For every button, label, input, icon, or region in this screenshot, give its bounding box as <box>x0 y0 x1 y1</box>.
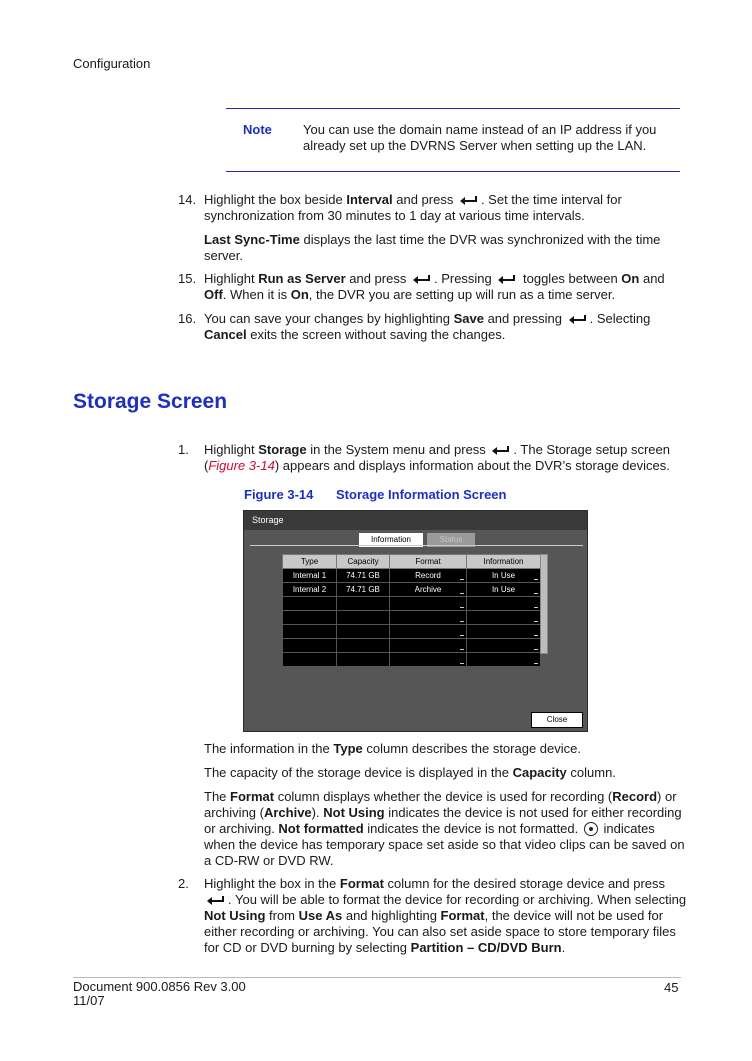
figure-link[interactable]: Figure 3-14 <box>208 458 275 473</box>
table-row <box>283 597 541 611</box>
table-row: Internal 1 74.71 GB Record In Use <box>283 569 541 583</box>
format-dropdown[interactable]: Archive <box>390 583 467 597</box>
screen-title: Storage <box>244 511 587 530</box>
table-row <box>283 653 541 667</box>
page-number: 45 <box>664 980 679 995</box>
close-button[interactable]: Close <box>531 712 583 728</box>
format-dropdown[interactable]: Record <box>390 569 467 583</box>
column-header-information: Information <box>467 555 541 569</box>
storage-table <box>282 554 541 667</box>
enter-key-icon <box>459 195 479 205</box>
enter-key-icon <box>412 274 432 284</box>
para-type: The information in the Type column describes the storage device. <box>204 741 581 756</box>
screen-tabs <box>244 530 587 546</box>
tab-divider <box>250 545 583 546</box>
enter-key-icon <box>206 895 226 905</box>
footer-doc: Document 900.0856 Rev 3.00 11/07 <box>73 979 246 1008</box>
information-dropdown[interactable]: In Use <box>467 583 541 597</box>
note-text: You can use the domain name instead of an IP address if you already set up the DVRNS Server when setting up the LAN. <box>303 122 657 153</box>
disc-icon <box>584 822 598 836</box>
table-row <box>283 639 541 653</box>
enter-key-icon <box>568 314 588 324</box>
step-14: 14. Highlight the box beside Interval and press . Set the time interval for synchronization from 30 minutes to 1 day at various time intervals. <box>178 192 622 223</box>
para-capacity: The capacity of the storage device is displayed in the Capacity column. <box>204 765 616 780</box>
last-sync-text: Last Sync-Time displays the last time the DVR was synchronized with the time server. <box>204 232 661 263</box>
information-dropdown[interactable]: In Use <box>467 569 541 583</box>
step-2: 2. Highlight the box in the Format column for the desired storage device and press . You will be able to format the device for recording or archiving. When selecting Not Using from Use As and highlighting Format, the device will not be used for either recording or archiving. You can also set aside space to store temporary files for CD or DVD burning by selecting Partition – CD/DVD Burn. <box>178 876 687 955</box>
step-1: 1. Highlight Storage in the System menu and press . The Storage setup screen (Figure 3-14) appears and displays information about the DVR’s storage devices. <box>178 442 670 473</box>
column-header-format: Format <box>390 555 467 569</box>
footer-divider <box>73 977 681 978</box>
note-label: Note <box>243 122 272 137</box>
running-header: Configuration <box>73 56 151 71</box>
para-format: The Format column displays whether the device is used for recording (Record) or archiving (Archive). Not Using indicates the device is not used for either recording or archiving. Not formatted indicates the device is not formatted. indicates when the device has temporary space set aside so that video clips can be saved on a CD-RW or DVD RW. <box>204 789 685 868</box>
table-scrollbar[interactable] <box>540 554 548 654</box>
table-row <box>283 625 541 639</box>
column-header-type: Type <box>283 555 337 569</box>
note-box <box>226 108 680 172</box>
enter-key-icon <box>497 274 517 284</box>
section-title: Storage Screen <box>73 390 228 413</box>
step-15: 15. Highlight Run as Server and press . Pressing toggles between On and Off. When it is On, the DVR you are setting up will run as a time server. <box>178 271 665 302</box>
tab-information[interactable]: Information <box>359 533 423 547</box>
table-row <box>283 611 541 625</box>
column-header-capacity: Capacity <box>337 555 390 569</box>
enter-key-icon <box>491 445 511 455</box>
tab-status[interactable]: Status <box>427 533 475 547</box>
figure-caption: Figure 3-14 Storage Information Screen <box>244 487 507 502</box>
table-row: Internal 2 74.71 GB Archive In Use <box>283 583 541 597</box>
step-16: 16. You can save your changes by highlighting Save and pressing . Selecting Cancel exits the screen without saving the changes. <box>178 311 651 342</box>
storage-screen-figure <box>243 510 588 732</box>
